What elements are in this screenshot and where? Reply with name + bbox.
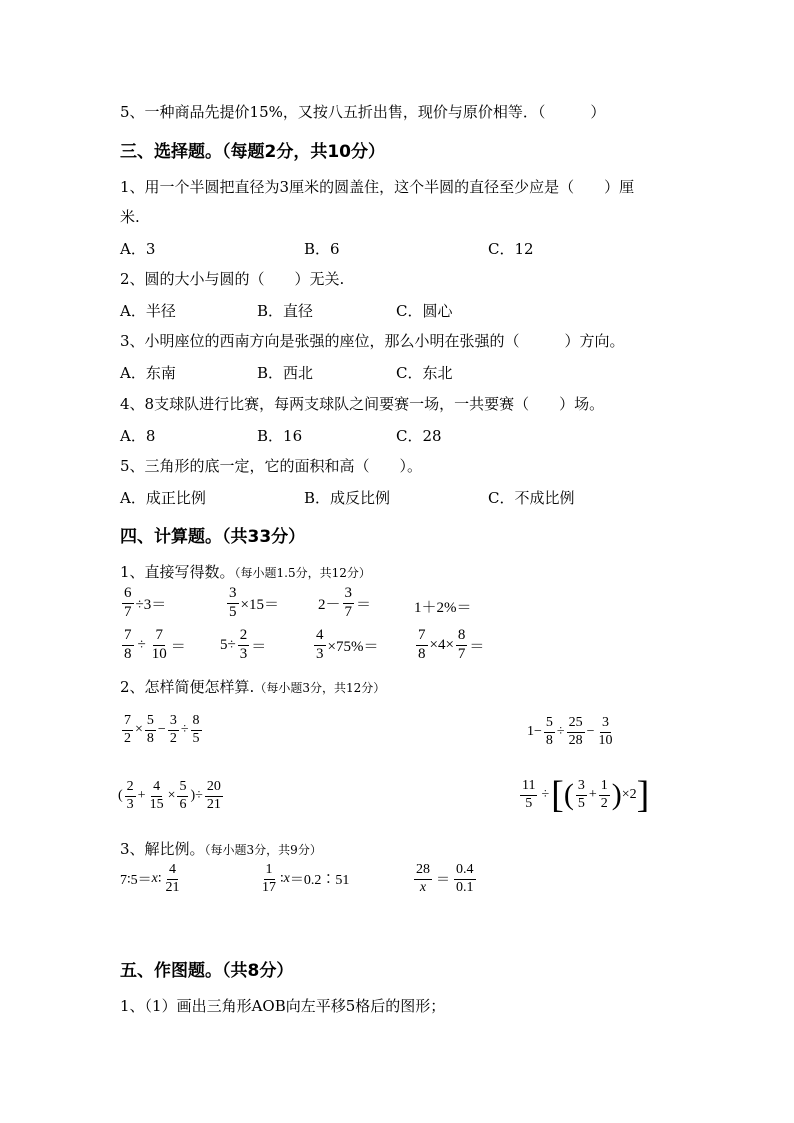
calc-q1-note: （每小题1.5分，共12分） [234, 566, 371, 580]
proportion-expr-a: 7∶5＝ x ∶ $\frac{4}{21}$ [120, 862, 180, 895]
q1-option-a: A．3 [120, 240, 156, 258]
simplify-expr-c: ( $\frac{2}{3}$ + $\frac{4}{15}$ × $\frac{5}{6}$ ) ÷ $\frac{20}{21}$ [118, 779, 221, 812]
fraction: $\frac{7}{8}$ [418, 627, 426, 662]
simplify-expr-a: $\frac{7}{2}$ × $\frac{5}{8}$ − $\frac{3}{2}$ ÷ $\frac{8}{5}$ [124, 713, 200, 746]
choice-q4: 4、8支球队进行比赛，每两支球队之间要赛一场，一共要赛（ ）场。 [120, 395, 605, 413]
section3-title: 三、选择题。（每题2分，共10分） [120, 142, 385, 162]
calc-q3-label [120, 838, 322, 859]
q2-option-c: C．圆心 [396, 302, 453, 320]
proportion-expr-b: $\frac{1}{17}$ ∶ x ＝0.2∶51 [262, 862, 350, 895]
direct-expr-8: $\frac{7}{8}$ ×4× $\frac{8}{7}$ ＝ [418, 627, 485, 662]
choice-q2: 2、圆的大小与圆的（ ）无关. [120, 270, 345, 288]
direct-expr-6: 5÷ $\frac{2}{3}$ ＝ [220, 627, 267, 662]
calc-q3-note: （每小题3分，共9分） [204, 843, 322, 857]
calc-q1-label [120, 561, 371, 582]
direct-expr-1: $\frac{6}{7}$ ÷3＝ [124, 585, 167, 620]
calc-q3-text: 3、解比例。 [120, 840, 205, 858]
fraction: $\frac{7}{8}$ [124, 627, 132, 662]
direct-expr-5: $\frac{7}{8}$ ÷ $\frac{7}{10}$ ＝ [124, 627, 186, 662]
calc-q2-text: 2、怎样简便怎样算. [120, 678, 255, 696]
direct-expr-2: $\frac{3}{5}$ ×15＝ [229, 585, 279, 620]
choice-q1-line2: 米. [120, 208, 140, 226]
q4-option-a: A．8 [120, 427, 156, 445]
direct-expr-3: 2－ $\frac{3}{7}$ ＝ [318, 585, 372, 620]
calc-q2-note: （每小题3分，共12分） [254, 681, 386, 695]
calc-q2-label [120, 676, 385, 697]
q4-option-c: C．28 [396, 427, 442, 445]
calc-q1-text: 1、直接写得数。 [120, 563, 235, 581]
q3-option-c: C．东北 [396, 364, 453, 382]
q2-option-a: A．半径 [120, 302, 176, 320]
choice-q1-line1: 1、用一个半圆把直径为3厘米的圆盖住，这个半圆的直径至少应是（ ）厘 [120, 178, 635, 196]
judge-item-5: 5、一种商品先提价15%，又按八五折出售，现价与原价相等．（ ） [120, 103, 606, 121]
proportion-expr-c: $\frac{28}{x}$ ＝ $\frac{0.4}{0.1}$ [416, 862, 474, 895]
q3-option-a: A．东南 [120, 364, 176, 382]
q4-option-b: B．16 [257, 427, 303, 445]
fraction: $\frac{7}{10}$ [151, 627, 167, 662]
fraction: $\frac{4}{3}$ [316, 627, 324, 662]
choice-q5: 5、三角形的底一定，它的面积和高（ ）。 [120, 457, 423, 475]
simplify-expr-d: $\frac{11}{5}$ ÷ [ ( $\frac{3}{5}$ + $\frac{1}{2}$ ) ×2 ] [522, 774, 650, 816]
direct-expr-7: $\frac{4}{3}$ ×75%＝ [316, 627, 379, 662]
section5-title: 五、作图题。（共8分） [120, 961, 294, 981]
fraction: $\frac{8}{7}$ [457, 627, 466, 662]
fraction: $\frac{3}{5}$ [229, 585, 237, 620]
fraction: $\frac{6}{7}$ [124, 585, 132, 620]
q3-option-b: B．西北 [257, 364, 314, 382]
q5-option-a: A．成正比例 [120, 489, 206, 507]
q1-option-b: B．6 [304, 240, 340, 258]
choice-q3: 3、小明座位的西南方向是张强的座位，那么小明在张强的（ ）方向。 [120, 332, 625, 350]
direct-expr-4: 1＋2%＝ [414, 600, 472, 616]
q5-option-c: C．不成比例 [488, 489, 575, 507]
fraction: $\frac{3}{7}$ [344, 585, 353, 620]
drawing-q1: 1、（1）画出三角形AOB向左平移5格后的图形； [120, 997, 446, 1015]
fraction: $\frac{2}{3}$ [239, 627, 248, 662]
q1-option-c: C．12 [488, 240, 534, 258]
q2-option-b: B．直径 [257, 302, 314, 320]
section4-title: 四、计算题。（共33分） [120, 527, 306, 547]
q5-option-b: B．成反比例 [304, 489, 391, 507]
simplify-expr-b: 1− $\frac{5}{8}$ ÷ $\frac{25}{28}$ − $\frac{3}{10}$ [527, 715, 613, 748]
